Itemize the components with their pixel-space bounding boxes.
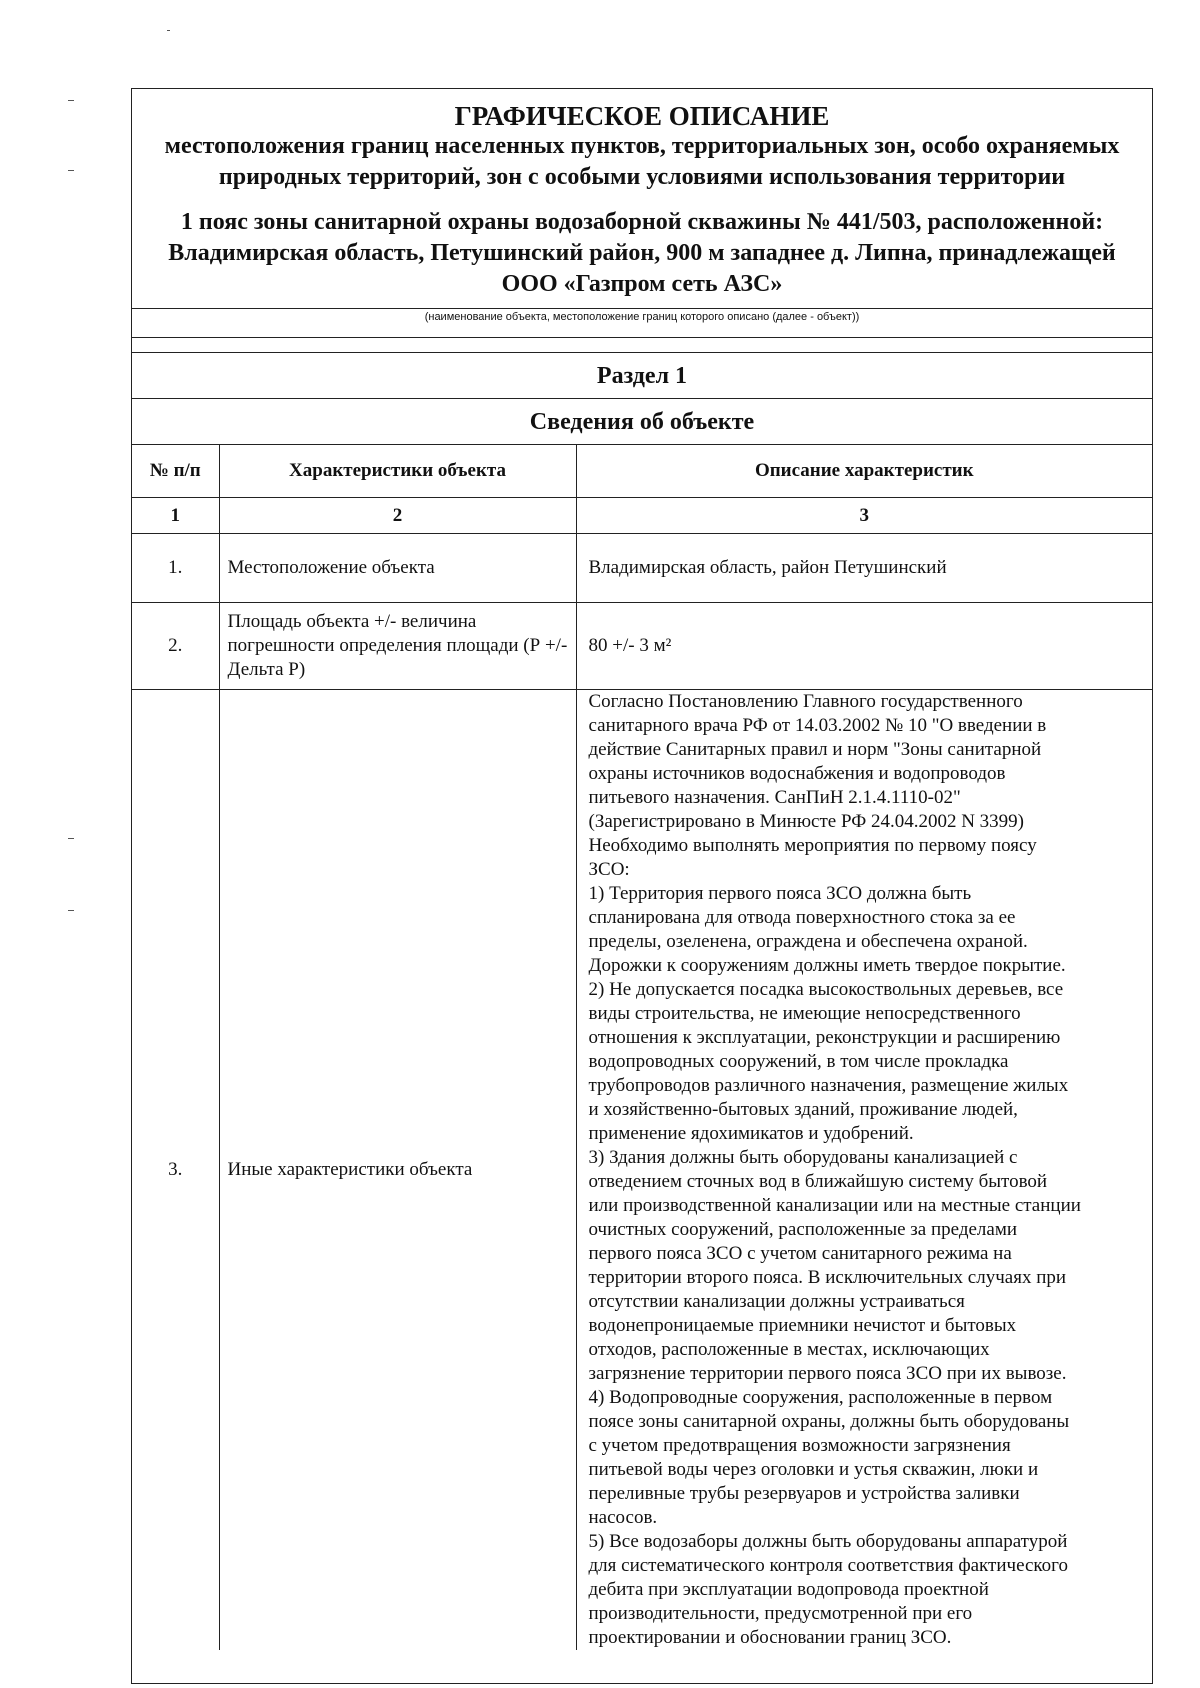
scan-mark [68, 100, 74, 101]
description-line: 4) Водопроводные сооружения, расположенные в первом [588, 1387, 1053, 1408]
column-number: 2 [219, 498, 576, 534]
description-line: с учетом предотвращения возможности загрязнения [588, 1435, 1011, 1456]
scan-mark [68, 838, 74, 839]
description-line: отходов, расположенные в местах, исключающих [588, 1339, 990, 1360]
description-line: 1) Территория первого пояса ЗСО должна быть [588, 883, 972, 904]
description-line: водопроводных сооружений, в том числе прокладка [588, 1051, 1009, 1072]
description-line: дебита при эксплуатации водопровода проектной [588, 1579, 989, 1600]
characteristic-value: 80 +/- 3 м² [576, 603, 1152, 690]
description-line: пределы, озеленена, ограждена и обеспечена охраной. [588, 931, 1028, 952]
description-line: отведением сточных вод в ближайшую систему бытовой [588, 1171, 1048, 1192]
description-line: санитарного врача РФ от 14.03.2002 № 10 "О введении в [588, 715, 1047, 736]
table-row [132, 534, 1152, 603]
spacer-row [132, 338, 1152, 352]
document-title: ГРАФИЧЕСКОЕ ОПИСАНИЕ [454, 101, 830, 131]
description-line: или производственной канализации или на местные станции [588, 1195, 1081, 1216]
document-frame [131, 88, 1153, 1684]
description-line: Согласно Постановлению Главного государственного [588, 691, 1023, 712]
description-line: применение ядохимикатов и удобрений. [588, 1123, 914, 1144]
section-subtitle: Сведения об объекте [132, 398, 1152, 444]
header-cell-num: № п/п [132, 445, 219, 498]
description-line: для систематического контроля соответствия фактического [588, 1555, 1068, 1576]
description-line: (Зарегистрировано в Минюсте РФ 24.04.2002 N 3399) [588, 811, 1024, 832]
description-line: Дорожки к сооружениям должны иметь твердое покрытие. [588, 955, 1066, 976]
description-line: трубопроводов различного назначения, размещение жилых [588, 1075, 1069, 1096]
description-line: действие Санитарных правил и норм "Зоны санитарной [588, 739, 1042, 760]
header-cell-characteristic: Характеристики объекта [219, 445, 576, 498]
row-number: 1. [132, 534, 219, 603]
characteristic-name: Иные характеристики объекта [219, 690, 576, 1651]
description-line: производительности, предусмотренной при его [588, 1603, 973, 1624]
description-line: загрязнение территории первого пояса ЗСО при их вывозе. [588, 1363, 1067, 1384]
description-line: отсутствии канализации должны устраиваться [588, 1291, 965, 1312]
section-title: Раздел 1 [132, 352, 1152, 398]
column-number: 1 [132, 498, 219, 534]
description-line: питьевого назначения. СанПиН 2.1.4.1110-02" [588, 787, 961, 808]
table-header-row [132, 445, 1152, 498]
description-line: Необходимо выполнять мероприятия по первому поясу [588, 835, 1037, 856]
row-number: 3. [132, 690, 219, 1651]
row-number: 2. [132, 603, 219, 690]
object-name: 1 пояс зоны санитарной охраны водозаборной скважины № 441/503, расположенной: Владимирская область, Петушинский район, 900 м западнее д. Липна, принадлежащей ООО «Газпром сеть АЗС» [168, 209, 1116, 297]
description-line: проектировании и обосновании границ ЗСО. [588, 1627, 952, 1648]
description-line: ЗСО: [588, 859, 630, 880]
description-line: отношения к эксплуатации, реконструкции и расширению [588, 1027, 1061, 1048]
other-characteristics-text [589, 690, 1145, 1650]
object-info-table [132, 444, 1152, 1650]
document-subtitle: местоположения границ населенных пунктов, территориальных зон, особо охраняемых природных территорий, зон с особыми условиями использования территории [164, 133, 1120, 190]
column-number-row [132, 498, 1152, 534]
scan-mark [68, 910, 74, 911]
description-line: виды строительства, не имеющие непосредственного [588, 1003, 1021, 1024]
scan-mark [68, 170, 74, 171]
description-line: насосов. [588, 1507, 658, 1528]
characteristic-name: Площадь объекта +/- величина погрешности определения площади (Р +/- Дельта Р) [219, 603, 576, 690]
description-line: первого пояса ЗСО с учетом санитарного режима на [588, 1243, 1012, 1264]
column-number: 3 [576, 498, 1152, 534]
description-line: и хозяйственно-бытовых зданий, проживание людей, [588, 1099, 1018, 1120]
description-line: очистных сооружений, расположенные за пределами [588, 1219, 1018, 1240]
table-row [132, 690, 1152, 1651]
description-line: 5) Все водозаборы должны быть оборудованы аппаратурой [588, 1531, 1068, 1552]
description-line: 3) Здания должны быть оборудованы канализацией с [588, 1147, 1018, 1168]
object-caption: (наименование объекта, местоположение границ которого описано (далее - объект)) [132, 308, 1152, 338]
description-line: охраны источников водоснабжения и водопроводов [588, 763, 1006, 784]
description-line: территории второго пояса. В исключительных случаях при [588, 1267, 1067, 1288]
table-row [132, 603, 1152, 690]
characteristic-value: Владимирская область, район Петушинский [576, 534, 1152, 603]
description-line: поясе зоны санитарной охраны, должны быть оборудованы [588, 1411, 1070, 1432]
scan-mark [167, 30, 170, 31]
description-line: водонепроницаемые приемники нечистот и бытовых [588, 1315, 1017, 1336]
description-line: спланирована для отвода поверхностного стока за ее [588, 907, 1016, 928]
document-header [132, 89, 1152, 300]
characteristic-name: Местоположение объекта [219, 534, 576, 603]
header-cell-description: Описание характеристик [576, 445, 1152, 498]
description-line: 2) Не допускается посадка высокоствольных деревьев, все [588, 979, 1064, 1000]
description-line: питьевой воды через оголовки и устья скважин, люки и [588, 1459, 1039, 1480]
description-line: переливные трубы резервуаров и устройства заливки [588, 1483, 1020, 1504]
characteristic-value [576, 690, 1152, 1651]
